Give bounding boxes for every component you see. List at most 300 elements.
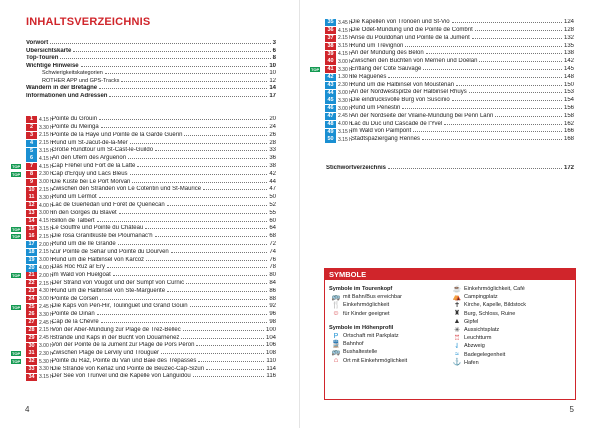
symbol-label: Gipfel: [464, 318, 479, 325]
toc-page: 84: [269, 279, 276, 286]
tour-duration: 4.00 h: [39, 265, 53, 272]
tour-entry: [11, 186, 276, 194]
tour-duration: 2.15 h: [39, 249, 53, 256]
tour-entry: [11, 342, 276, 350]
tour-number: 50: [325, 136, 336, 143]
tour-number: 2: [26, 124, 37, 131]
leader-dots: [452, 22, 562, 23]
leader-dots: [198, 361, 264, 362]
leader-dots: [171, 252, 268, 253]
tour-duration: 3.00 h: [39, 343, 53, 349]
tour-number: 12: [26, 202, 37, 209]
tour-number: 30: [26, 343, 37, 350]
toc-line: [52, 342, 276, 349]
top-badge-slot: [11, 366, 26, 373]
tour-number: 39: [325, 51, 336, 58]
top-badge-slot: [11, 187, 26, 194]
toc-title: Wichtige Hinweise: [26, 62, 79, 69]
symbol-label: Kirche, Kapelle, Bildstock: [464, 302, 527, 309]
top-tour-badge: TOP: [12, 304, 21, 310]
tour-number: 7: [26, 163, 37, 170]
leader-dots: [73, 51, 270, 52]
toc-page: 168: [563, 136, 574, 143]
toc-title: Die Kapellen von Tronoën und St-Vio: [351, 19, 450, 26]
top-badge-slot: [11, 288, 26, 295]
symbol-label: mit Bahn/Bus erreichbar: [343, 294, 402, 301]
tour-number: 26: [26, 311, 37, 318]
tour-duration: 2.15 h: [39, 132, 53, 139]
top-badge-slot: [11, 304, 26, 311]
toc-title: Rund um die Île Grande: [52, 240, 116, 247]
toc-line: [52, 171, 276, 178]
toc-line: [351, 105, 574, 112]
symbol-entry: [450, 342, 571, 350]
tour-entry: [310, 27, 574, 35]
leader-dots: [130, 143, 268, 144]
top-badge-slot: [310, 58, 325, 65]
tour-number: 13: [26, 210, 37, 217]
toc-page: 26: [269, 131, 276, 138]
leader-dots: [388, 77, 562, 78]
tour-duration: 2.30 h: [338, 82, 352, 89]
toc-line: [52, 233, 276, 240]
symbol-entry: [450, 326, 571, 334]
toc-line: [351, 19, 574, 26]
toc-line: [52, 202, 276, 209]
bathing-icon: ≈: [455, 351, 459, 359]
toc-title: Cap Fréhel und Fort de la Latte: [52, 162, 136, 169]
toc-page: 8: [272, 55, 276, 61]
leader-dots: [495, 116, 562, 117]
symbol-entry: [450, 310, 571, 318]
symbol-entry: [329, 332, 450, 340]
toc-title: An den Ufern des Arguenon: [52, 155, 127, 162]
tour-number: 3: [26, 132, 37, 139]
busstop-icon: 🚌: [331, 348, 341, 356]
toc-title: Pointe du Grouin: [52, 116, 98, 123]
front-matter-list: [26, 40, 276, 100]
toc-page: 142: [563, 58, 574, 65]
tour-entry: [11, 155, 276, 163]
symbol-entry: [450, 334, 571, 342]
tour-list-right: [310, 19, 574, 144]
symbol-group-heading: Symbole im Höhenprofil: [329, 324, 394, 331]
toc-page: 166: [563, 128, 574, 135]
leader-dots: [99, 119, 267, 120]
tour-duration: 4.15 h: [39, 116, 53, 123]
tour-number: 17: [26, 241, 37, 248]
toc-title: Île Raguénès: [351, 73, 387, 80]
page-number: 4: [25, 405, 30, 414]
top-badge-slot: [11, 327, 26, 334]
tour-number: 28: [26, 327, 37, 334]
toc-title: Übersichtskarte: [26, 47, 72, 54]
leader-dots: [105, 73, 267, 74]
toc-line: [52, 194, 276, 201]
tour-entry: [11, 295, 276, 303]
top-tour-badge: TOP: [12, 171, 21, 177]
toc-title: Die Küste bei Le Port Morvan: [52, 178, 131, 185]
toc-page: 100: [265, 326, 276, 333]
symbol-entry: [329, 357, 450, 365]
symbol-label: Leuchtturm: [464, 335, 492, 342]
tour-entry: [11, 241, 276, 249]
tour-number: 16: [26, 233, 37, 240]
tour-number: 46: [325, 105, 336, 112]
tour-number: 14: [26, 218, 37, 225]
toc-line: [351, 35, 574, 42]
toc-page: 74: [269, 248, 276, 255]
viewpoint-icon: ✳: [454, 326, 460, 334]
leader-dots: [452, 100, 562, 101]
leader-dots: [444, 124, 562, 125]
toc-title: Von der Aber-Mündung zur Plage de Trez-Bellec: [52, 326, 181, 333]
tour-number: 43: [325, 82, 336, 89]
leader-dots: [203, 189, 267, 190]
top-badge-slot: [310, 90, 325, 97]
cafe-icon: ☕: [452, 285, 462, 293]
toc-page: 124: [563, 19, 574, 26]
top-badge-slot: [310, 74, 325, 81]
top-badge-slot: [11, 132, 26, 139]
symbol-entry: [329, 310, 450, 318]
tour-number: 37: [325, 35, 336, 42]
toc-title: Rund um Lermot: [52, 194, 97, 201]
toc-page: 86: [269, 287, 276, 294]
toc-title: Stadtspaziergang Rennes: [351, 136, 421, 143]
tour-entry: [310, 89, 574, 97]
index-page: 172: [563, 165, 574, 171]
tour-number: 42: [325, 74, 336, 81]
leader-dots: [100, 299, 267, 300]
toc-page: 36: [269, 155, 276, 162]
leader-dots: [422, 139, 562, 140]
toc-line: [351, 43, 574, 50]
tour-duration: 4.15 h: [338, 27, 352, 34]
top-badge-slot: [11, 311, 26, 318]
toc-line: [351, 82, 574, 89]
symbol-label: Einkehrmöglichkeit, Café: [464, 286, 525, 293]
toc-page: 52: [269, 201, 276, 208]
leader-dots: [206, 369, 264, 370]
symbol-label: Ortschaft mit Parkplatz: [343, 333, 399, 340]
tour-duration: 2.45 h: [39, 319, 53, 326]
tour-duration: 2.45 h: [39, 335, 53, 342]
toc-line: [52, 264, 276, 271]
tour-duration: 2.15 h: [39, 140, 53, 147]
top-badge-slot: [11, 116, 26, 123]
toc-page: 96: [269, 311, 276, 318]
leader-dots: [196, 345, 264, 346]
leader-dots: [97, 221, 268, 222]
toc-line: [52, 155, 276, 162]
toc-page: 14: [269, 85, 276, 91]
toc-line: [351, 74, 574, 81]
tour-number: 33: [26, 366, 37, 373]
tour-entry: [11, 194, 276, 202]
leader-dots: [181, 338, 264, 339]
tour-number: 8: [26, 171, 37, 178]
inn-icon: ⌂: [333, 357, 339, 365]
tour-entry: [11, 264, 276, 272]
symbol-entry: [450, 301, 571, 309]
tour-entry: [11, 139, 276, 147]
toc-title: An der Nordwestspitze der Halbinsel Rhuys: [351, 89, 467, 96]
leader-dots: [145, 228, 267, 229]
toc-line: [52, 116, 276, 123]
tour-entry: [11, 358, 276, 366]
toc-page: 110: [266, 357, 276, 364]
symbol-entry: [329, 293, 450, 301]
toc-line: [351, 136, 574, 143]
tour-entry: [310, 66, 574, 74]
toc-page: 148: [563, 73, 574, 80]
tour-entry: [11, 147, 276, 155]
tour-entry: [310, 120, 574, 128]
parking-icon: P: [333, 332, 339, 340]
symbol-label: Badegelegenheit: [464, 351, 506, 358]
top-badge-slot: [11, 171, 26, 178]
tour-entry: [310, 19, 574, 27]
top-badge-slot: [310, 113, 325, 120]
top-badge-slot: [11, 179, 26, 186]
tour-entry: [11, 210, 276, 218]
tour-entry: [11, 233, 276, 241]
toc-page: 153: [563, 89, 574, 96]
symbol-legend-heading: SYMBOLE: [325, 269, 575, 280]
toc-page: 106: [265, 342, 276, 349]
toc-line: [52, 303, 276, 310]
toc-title: Cap d'Erquy und Lacs Bleus: [52, 170, 128, 177]
toc-page: 10: [269, 70, 276, 76]
toc-title: Top-Touren: [26, 55, 59, 61]
toc-line: [351, 121, 574, 128]
tour-number: 48: [325, 121, 336, 128]
toc-line: [52, 210, 276, 217]
toc-title: In den Gorges du Blavet: [52, 209, 117, 216]
toc-title: Rund um Trévignon: [351, 42, 404, 49]
toc-title: Lac de Guerlédan und Forêt de Quénécan: [52, 201, 165, 208]
tour-entry: [310, 42, 574, 50]
toc-page: 76: [269, 256, 276, 263]
front-matter-item: [26, 40, 276, 48]
top-badge-slot: [11, 194, 26, 201]
toc-page: 114: [266, 365, 276, 372]
toc-title: Pointe du Raz, Pointe du Van und Baie des Trépassés: [52, 357, 197, 364]
toc-line: [52, 319, 276, 326]
symbol-entry: [450, 318, 571, 326]
toc-line: [52, 257, 276, 264]
toc-page: 158: [563, 112, 574, 119]
tour-number: 9: [26, 179, 37, 186]
tour-entry: [11, 171, 276, 179]
symbol-column-1: [329, 285, 450, 367]
leader-dots: [190, 306, 268, 307]
bus-icon: 🚌: [331, 293, 341, 301]
toc-title: Pointe de la Haye und Pointe de la Garde Guérin: [52, 131, 183, 138]
toc-line: [52, 335, 276, 342]
top-tour-badge: TOP: [12, 226, 21, 232]
top-tour-badge: TOP: [12, 351, 21, 357]
top-badge-slot: [11, 335, 26, 342]
front-matter-item: [26, 55, 276, 63]
leader-dots: [128, 158, 267, 159]
top-badge-slot: [11, 272, 26, 279]
tour-number: 31: [26, 350, 37, 357]
top-badge-slot: [11, 374, 26, 381]
toc-page: 135: [563, 42, 574, 49]
toc-line: [351, 58, 574, 65]
toc-title: ROTHER APP und GPS-Tracks: [42, 77, 120, 84]
top-badge-slot: [11, 358, 26, 365]
symbol-entry: [329, 340, 450, 348]
symbol-entry: [329, 348, 450, 356]
toc-line: [52, 225, 276, 232]
toc-title: Die Odet-Mündung und die Pointe de Combrit: [351, 26, 473, 33]
leader-dots: [426, 53, 562, 54]
leader-dots: [469, 92, 562, 93]
toc-title: Der See von Trunvel und die Kapelle von Languidou: [52, 373, 191, 380]
toc-title: Informationen und Adressen: [26, 92, 108, 99]
tour-duration: 2.30 h: [39, 350, 53, 357]
toc-title: Rund um die Halbinsel von Karcoz: [52, 256, 145, 263]
leader-dots: [101, 127, 268, 128]
toc-title: Zwischen den Stränden von Le Cotentin und St-Maurice: [52, 186, 202, 193]
toc-title: Schwierigkeitskategorien: [42, 70, 103, 76]
toc-page: 92: [269, 303, 276, 310]
symbol-legend: [324, 268, 576, 400]
front-matter-item: [26, 63, 276, 71]
tour-duration: 4.15 h: [338, 51, 352, 58]
harbor-icon: ⚓: [452, 359, 462, 367]
tour-duration: 2.45 h: [39, 304, 53, 311]
toc-page: 60: [269, 217, 276, 224]
top-badge-slot: [310, 51, 325, 58]
top-badge-slot: [310, 97, 325, 104]
tour-duration: 4.15 h: [39, 163, 53, 170]
leader-dots: [60, 58, 270, 59]
tour-number: 25: [26, 304, 37, 311]
tour-duration: 3.00 h: [338, 58, 352, 65]
toc-title: Im Wald von Paimpont: [351, 128, 412, 135]
toc-line: [52, 163, 276, 170]
tour-entry: [11, 272, 276, 280]
top-badge-slot: [11, 249, 26, 256]
leader-dots: [50, 43, 270, 44]
top-tour-badge: TOP: [12, 273, 21, 279]
toc-page: 150: [563, 81, 574, 88]
front-matter-item: [26, 78, 276, 86]
tour-duration: 3.00 h: [39, 257, 53, 264]
toc-title: Rund um Pénestin: [351, 104, 401, 111]
leader-dots: [167, 291, 267, 292]
front-matter-item: [26, 93, 276, 101]
tour-number: 35: [325, 19, 336, 26]
tour-number: 11: [26, 194, 37, 201]
tour-entry: [11, 366, 276, 374]
tour-number: 36: [325, 27, 336, 34]
toc-page: 28: [269, 139, 276, 146]
front-matter-item: [26, 85, 276, 93]
tour-duration: 3.30 h: [39, 311, 53, 318]
leader-dots: [121, 81, 267, 82]
summit-icon: ▲: [453, 318, 461, 326]
leader-dots: [99, 88, 267, 89]
food-icon: 🍴: [331, 301, 341, 309]
front-matter-item: [26, 48, 276, 56]
leader-dots: [107, 267, 267, 268]
leader-dots: [119, 213, 268, 214]
tour-entry: [310, 74, 574, 82]
tour-number: 24: [26, 296, 37, 303]
toc-page: 33: [269, 147, 276, 154]
top-badge-slot: [11, 265, 26, 272]
symbol-entry: [450, 359, 571, 367]
tour-entry: [11, 178, 276, 186]
leader-dots: [405, 46, 562, 47]
toc-line: [52, 280, 276, 287]
toc-line: [351, 50, 574, 57]
toc-page: 104: [265, 334, 276, 341]
tour-number: 27: [26, 319, 37, 326]
toc-title: Wandern in der Bretagne: [26, 85, 98, 91]
toc-page: 162: [563, 120, 574, 127]
tour-entry: [310, 113, 574, 121]
symbol-entry: [450, 285, 571, 293]
tour-number: 38: [325, 43, 336, 50]
tour-number: 20: [26, 265, 37, 272]
top-badge-slot: [11, 343, 26, 350]
toc-page: 88: [269, 295, 276, 302]
top-badge-slot: [310, 43, 325, 50]
toc-line: [52, 186, 276, 193]
top-badge-slot: [11, 148, 26, 155]
symbol-label: Hafen: [464, 359, 479, 366]
toc-title: Die Strände von Kerlaz und Pointe de Beuzec-Cap-Sizun: [52, 365, 205, 372]
leader-dots: [146, 260, 267, 261]
tour-number: 40: [325, 58, 336, 65]
tour-duration: 3.30 h: [39, 366, 53, 373]
leader-dots: [479, 61, 562, 62]
toc-title: Lac du Duc und Cascade de l'Yvel: [351, 120, 443, 127]
toc-title: Sillon de Talbert: [52, 217, 95, 224]
symbol-entry: [450, 351, 571, 359]
leader-dots: [475, 30, 562, 31]
top-badge-slot: [11, 241, 26, 248]
leader-dots: [101, 322, 268, 323]
leader-dots: [184, 135, 267, 136]
tour-duration: 2.15 h: [39, 327, 53, 334]
tour-duration: 2.45 h: [338, 113, 352, 120]
leader-dots: [99, 197, 268, 198]
tour-entry: [310, 50, 574, 58]
top-badge-slot: [11, 202, 26, 209]
top-badge-slot: [310, 136, 325, 143]
toc-title: Zwischen den Buchten von Merrien und Doëlan: [351, 58, 478, 65]
tour-number: 34: [26, 374, 37, 381]
toc-title: Le Gouffre und Pointe du Château: [52, 225, 144, 232]
toc-page: 44: [269, 178, 276, 185]
lighthouse-icon: ♖: [453, 334, 461, 342]
toc-line: [52, 218, 276, 225]
toc-title: An der Mündung des Bélon: [351, 50, 424, 57]
tower-icon: ⇃: [454, 342, 460, 350]
toc-line: [351, 128, 574, 135]
tour-duration: 3.00 h: [39, 179, 53, 186]
page-title: INHALTSVERZEICHNIS: [26, 16, 151, 28]
top-badge-slot: [11, 257, 26, 264]
tour-duration: 3.30 h: [39, 194, 53, 201]
